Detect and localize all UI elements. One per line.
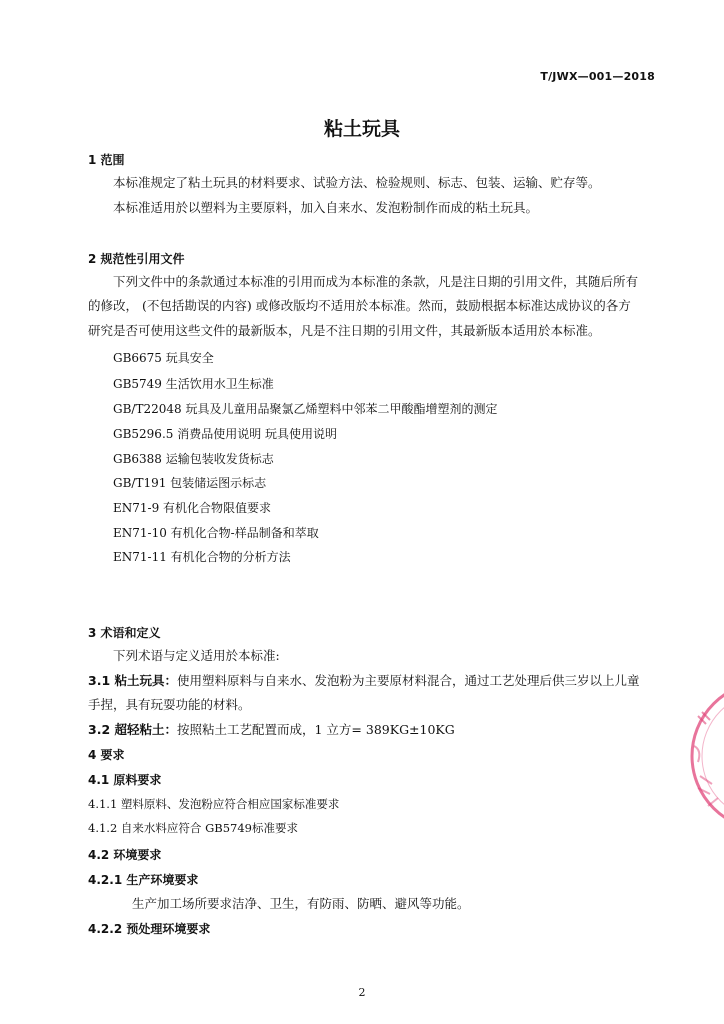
reference-item: EN71-10 有机化合物-样品制备和萃取 (113, 526, 319, 540)
section-3-intro: 下列术语与定义适用於本标准: (113, 648, 280, 663)
term-3-1-text: 使用塑料原料与自来水、发泡粉为主要原材料混合，通过工艺处理后供三岁以上儿童 (177, 673, 640, 688)
requirement-4-1-2: 4.1.2 自来水料应符合 GB5749标准要求 (88, 821, 298, 835)
term-3-1-label: 3.1 粘土玩具： (88, 673, 177, 688)
term-3-1-continued: 手捏，具有玩耍功能的材料。 (88, 697, 251, 712)
reference-item: GB6388 运输包装收发货标志 (113, 452, 274, 466)
reference-item: EN71-11 有机化合物的分析方法 (113, 550, 291, 564)
section-4-2-1-heading: 4.2.1 生产环境要求 (88, 873, 199, 887)
section-2-paragraph-line-1: 下列文件中的条款通过本标准的引用而成为本标准的条款，凡是注日期的引用文件，其随后所有 (113, 274, 639, 289)
term-3-2 (88, 722, 455, 738)
section-4-2-1-paragraph: 生产加工场所要求洁净、卫生，有防雨、防晒、避风等功能。 (132, 896, 470, 911)
section-2-paragraph-line-3: 研究是否可使用这些文件的最新版本，凡是不注日期的引用文件，其最新版本适用於本标准。 (88, 323, 601, 338)
reference-item: GB5296.5 消费品使用说明 玩具使用说明 (113, 427, 338, 441)
section-1-heading: 1 范围 (88, 153, 125, 167)
seal-stamp (688, 676, 724, 836)
section-3-heading: 3 术语和定义 (88, 626, 161, 640)
reference-item: GB/T191 包装储运图示标志 (113, 476, 267, 490)
section-1-paragraph-1: 本标准规定了粘土玩具的材料要求、试验方法、检验规则、标志、包装、运输、贮存等。 (113, 175, 601, 190)
requirement-4-1-1: 4.1.1 塑料原料、发泡粉应符合相应国家标准要求 (88, 797, 340, 811)
section-4-heading: 4 要求 (88, 748, 125, 762)
term-3-2-text: 按照粘土工艺配置而成，1 立方= 389KG±10KG (177, 722, 455, 737)
section-2-paragraph-line-2: 的修改， (不包括勘误的内容) 或修改版均不适用於本标准。然而，鼓励根据本标准达成协议的各方 (88, 298, 631, 313)
term-3-2-label: 3.2 超轻粘土： (88, 722, 177, 737)
section-4-2-heading: 4.2 环境要求 (88, 848, 162, 862)
standard-number: T/JWX—001—2018 (540, 70, 655, 83)
page-number: 2 (358, 986, 366, 999)
reference-item: GB6675 玩具安全 (113, 351, 214, 365)
reference-item: EN71-9 有机化合物限值要求 (113, 501, 272, 515)
section-1-paragraph-2: 本标准适用於以塑料为主要原料，加入自来水、发泡粉制作而成的粘土玩具。 (113, 200, 539, 215)
reference-item: GB/T22048 玩具及儿童用品聚氯乙烯塑料中邻苯二甲酸酯增塑剂的测定 (113, 402, 498, 416)
section-4-1-heading: 4.1 原料要求 (88, 773, 162, 787)
reference-item: GB5749 生活饮用水卫生标准 (113, 377, 274, 391)
term-3-1 (88, 673, 640, 689)
document-title: 粘土玩具 (323, 118, 400, 140)
section-2-heading: 2 规范性引用文件 (88, 252, 185, 266)
section-4-2-2-heading: 4.2.2 预处理环境要求 (88, 922, 211, 936)
